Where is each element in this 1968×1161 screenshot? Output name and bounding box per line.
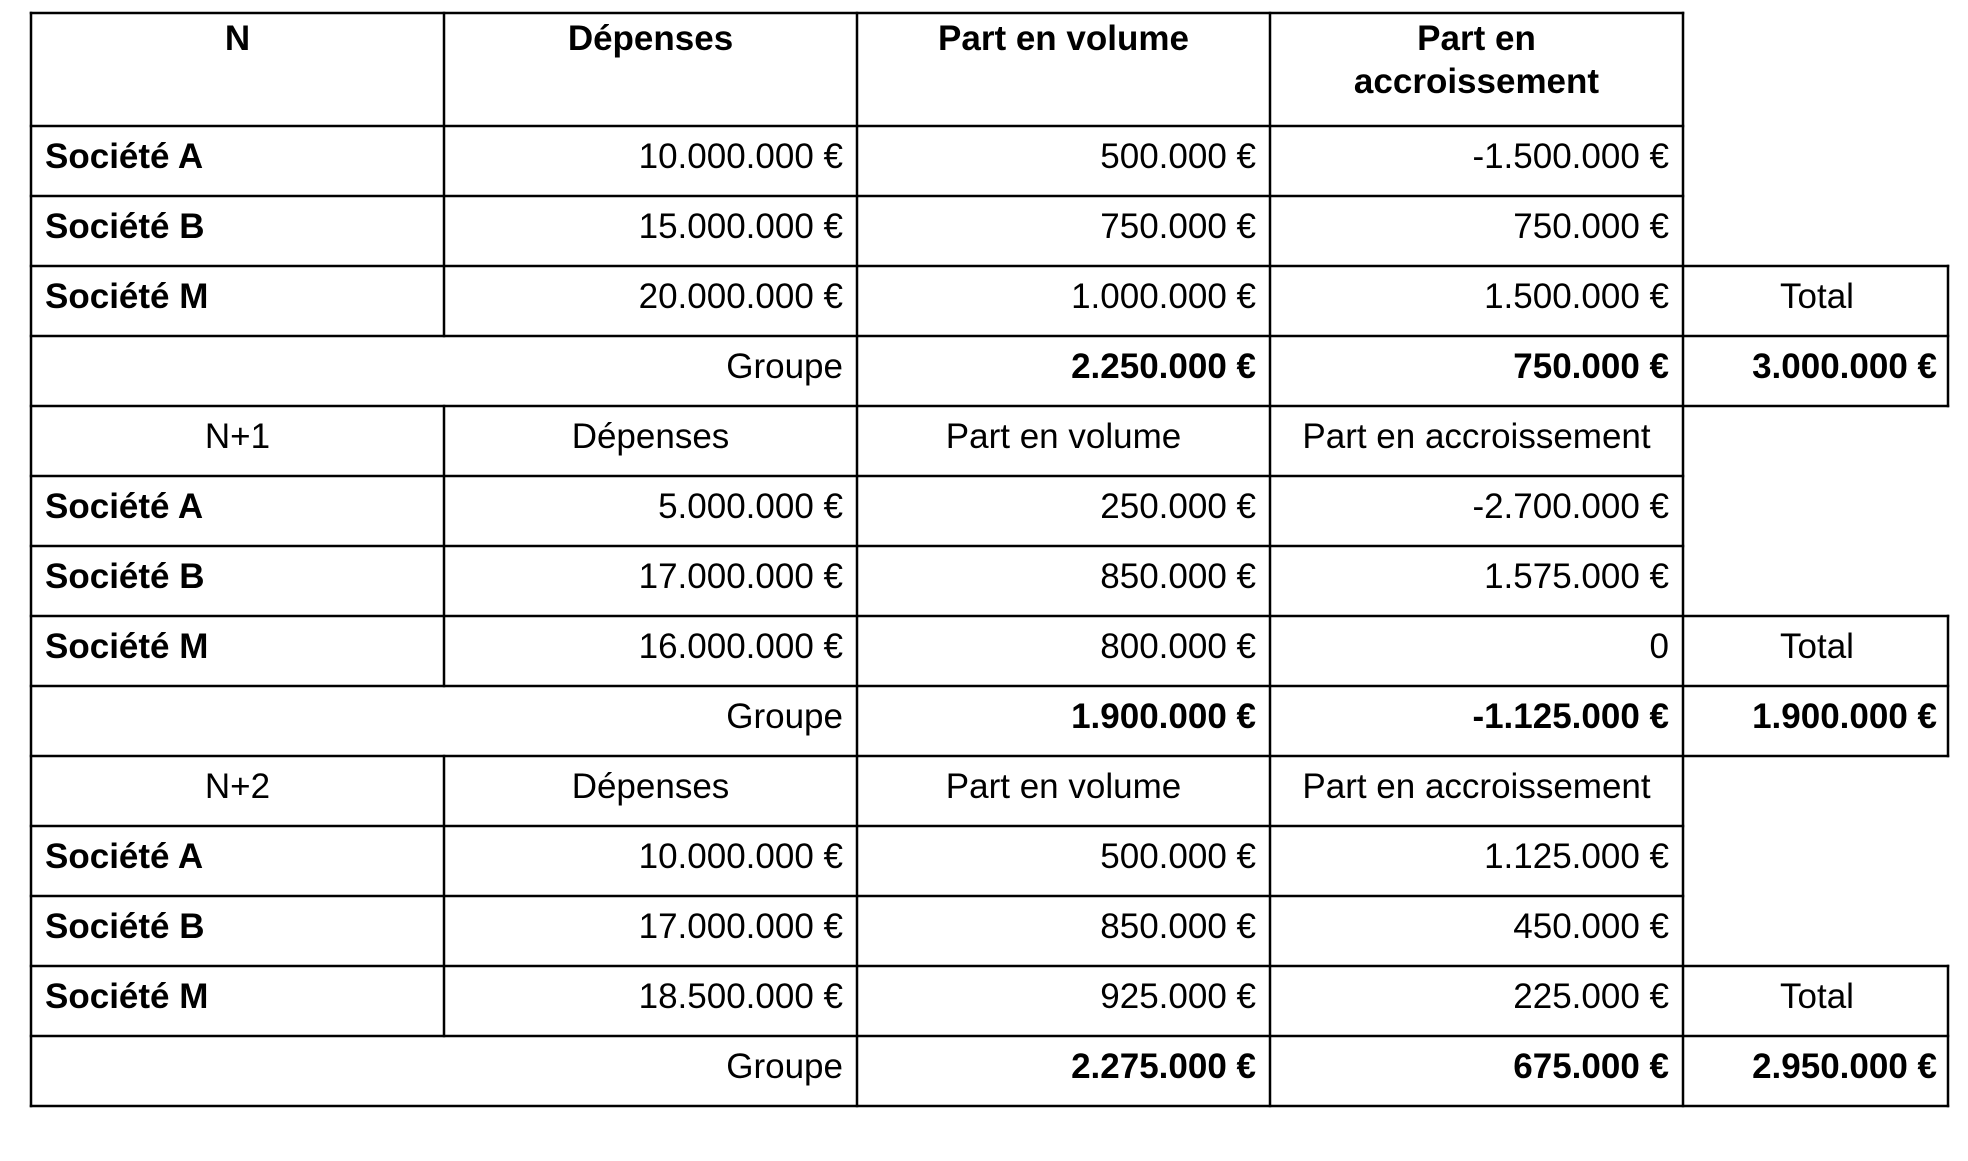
table-row <box>31 546 1951 616</box>
accroissement-value: -2.700.000 € <box>1472 487 1669 526</box>
group-accroissement: -1.125.000 € <box>1472 697 1669 736</box>
spending-table <box>31 13 1951 1106</box>
accroissement-value: 450.000 € <box>1513 907 1669 946</box>
header-part-volume: Part en volume <box>945 767 1182 806</box>
header-depenses: Dépenses <box>571 767 730 806</box>
depenses-value: 17.000.000 € <box>638 907 843 946</box>
company-name: Société M <box>45 977 209 1016</box>
header-depenses: Dépenses <box>567 19 734 58</box>
table-row <box>31 266 1951 336</box>
header-part-volume: Part en volume <box>945 417 1182 456</box>
group-label: Groupe <box>726 347 843 386</box>
group-label: Groupe <box>726 1047 843 1086</box>
volume-value: 500.000 € <box>1100 837 1256 876</box>
table-row <box>31 896 1951 966</box>
depenses-value: 18.500.000 € <box>638 977 843 1016</box>
depenses-value: 20.000.000 € <box>638 277 843 316</box>
group-row <box>31 336 1951 406</box>
accroissement-value: 225.000 € <box>1513 977 1669 1016</box>
group-row <box>31 1036 1951 1106</box>
table-row <box>31 616 1951 686</box>
header-year: N+2 <box>204 767 271 806</box>
volume-value: 1.000.000 € <box>1071 277 1256 316</box>
company-name: Société B <box>45 907 205 946</box>
company-name: Société M <box>45 277 209 316</box>
table-row <box>31 966 1951 1036</box>
group-label: Groupe <box>726 697 843 736</box>
depenses-value: 10.000.000 € <box>638 837 843 876</box>
header-year: N <box>224 19 251 58</box>
table-row <box>31 126 1951 196</box>
volume-value: 750.000 € <box>1100 207 1256 246</box>
company-name: Société B <box>45 207 205 246</box>
company-name: Société A <box>45 837 204 876</box>
depenses-value: 16.000.000 € <box>638 627 843 666</box>
group-volume: 1.900.000 € <box>1071 697 1256 736</box>
group-accroissement: 675.000 € <box>1513 1047 1669 1086</box>
company-name: Société A <box>45 487 204 526</box>
group-row <box>31 686 1951 756</box>
depenses-value: 10.000.000 € <box>638 137 843 176</box>
section-n1-header-row <box>31 406 1951 476</box>
volume-value: 500.000 € <box>1100 137 1256 176</box>
company-name: Société A <box>45 137 204 176</box>
group-total: 3.000.000 € <box>1752 347 1937 386</box>
header-part-volume: Part en volume <box>938 19 1189 58</box>
group-volume: 2.275.000 € <box>1071 1047 1256 1086</box>
group-total: 1.900.000 € <box>1752 697 1937 736</box>
table-row <box>31 476 1951 546</box>
accroissement-value: 0 <box>1649 627 1669 666</box>
header-depenses: Dépenses <box>571 417 730 456</box>
company-name: Société M <box>45 627 209 666</box>
volume-value: 800.000 € <box>1100 627 1256 666</box>
accroissement-value: 750.000 € <box>1513 207 1669 246</box>
table-row <box>31 196 1951 266</box>
depenses-value: 5.000.000 € <box>658 487 843 526</box>
group-accroissement: 750.000 € <box>1513 347 1669 386</box>
depenses-value: 15.000.000 € <box>638 207 843 246</box>
accroissement-value: 1.500.000 € <box>1484 277 1669 316</box>
volume-value: 925.000 € <box>1100 977 1256 1016</box>
group-total: 2.950.000 € <box>1752 1047 1937 1086</box>
header-part-accroissement: Part en accroissement <box>1302 417 1651 456</box>
header-year: N+1 <box>204 417 271 456</box>
total-label: Total <box>1780 277 1854 316</box>
header-part-accroissement: Part en accroissement <box>1353 19 1600 101</box>
volume-value: 850.000 € <box>1100 907 1256 946</box>
volume-value: 250.000 € <box>1100 487 1256 526</box>
company-name: Société B <box>45 557 205 596</box>
header-part-accroissement: Part en accroissement <box>1302 767 1651 806</box>
group-volume: 2.250.000 € <box>1071 347 1256 386</box>
depenses-value: 17.000.000 € <box>638 557 843 596</box>
total-label: Total <box>1780 627 1854 666</box>
table-row <box>31 826 1951 896</box>
section-n2-header-row <box>31 756 1951 826</box>
section-n-header-row <box>31 13 1951 126</box>
total-label: Total <box>1780 977 1854 1016</box>
accroissement-value: 1.125.000 € <box>1484 837 1669 876</box>
accroissement-value: -1.500.000 € <box>1472 137 1669 176</box>
volume-value: 850.000 € <box>1100 557 1256 596</box>
accroissement-value: 1.575.000 € <box>1484 557 1669 596</box>
